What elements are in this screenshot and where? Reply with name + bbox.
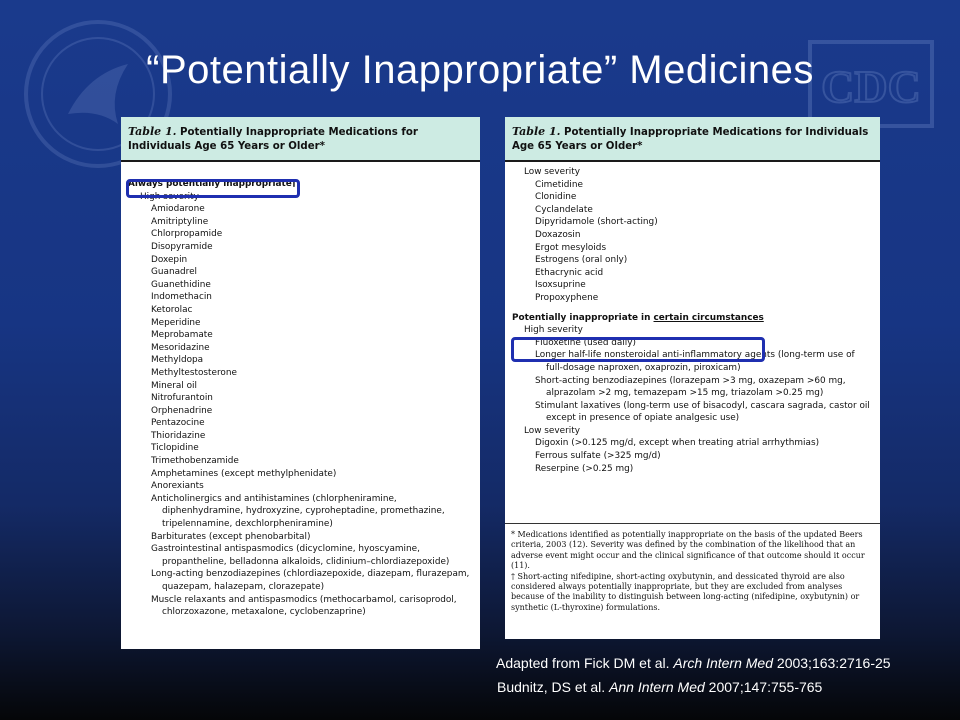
medication-item: Ketorolac [151,304,193,315]
medication-item: Orphenadrine [151,405,213,416]
table-title [128,125,473,154]
medication-item: Methyldopa [151,355,204,366]
medication-item: Guanadrel [151,267,198,278]
subheading-high-severity: High severity [140,191,199,202]
citation-budnitz [497,679,822,695]
table-number: Table 1. [128,125,177,138]
subheading-high-severity: High severity [524,325,583,336]
medication-item: Ferrous sulfate (>325 mg/d) [535,451,661,462]
medication-item: Ergot mesyloids [535,242,607,253]
highlight-box-certain-circumstances [511,337,765,362]
medication-item: Amiodarone [151,204,205,215]
medication-item: Dipyridamole (short-acting) [535,217,658,228]
medication-list [505,162,880,475]
table-title-text: Potentially Inappropriate Medications for Individuals Age 65 Years or Older* [128,127,418,152]
footnote-dagger: † Short-acting nifedipine, short-acting oxybutynin, and dessicated thyroid are also considered always potentially inappropriate, but they are excluded from analyses because of the inability to distinguish between long-acting (nifedipine, oxybutynin) or synthetic (L-thyroxine) formulations. [511,571,860,612]
table-excerpt-left [121,117,480,649]
section-heading-certain-circumstances [512,312,873,325]
section-heading-underlined: certain circumstances [653,312,764,323]
medication-item: Meperidine [151,317,201,328]
citation-budnitz-journal: Ann Intern Med [609,679,705,695]
medication-item: Muscle relaxants and antispasmodics (methocarbamol, carisoprodol, chlorzoxazone, metaxalone, cyclobenzaprine) [151,594,457,618]
medication-item: Disopyramide [151,241,213,252]
citation-budnitz-ref: 2007;147:755-765 [704,679,823,695]
medication-item: Gastrointestinal antispasmodics (dicyclomine, hyoscyamine, propantheline, belladonna alkaloids, clidinium–chlordiazepoxide) [151,544,450,567]
medication-item: Short-acting benzodiazepines (lorazepam >3 mg, oxazepam >60 mg, alprazolam >2 mg, temazepam >15 mg, triazolam >0.25 mg) [535,375,846,399]
medication-item: Meprobamate [151,330,213,341]
medication-item: Mesoridazine [151,342,210,353]
medication-item: Indomethacin [151,292,212,303]
medication-item: Propoxyphene [535,292,599,303]
citation-fick-authors: Adapted from Fick DM et al. [496,655,674,671]
section-heading-always: Always potentially inappropriate† [128,179,297,189]
medication-item: Methyltestosterone [151,367,237,378]
highlight-box-always [126,179,300,198]
table-header [505,117,880,162]
medication-item: Trimethobenzamide [151,456,239,467]
citation-fick [496,655,891,671]
medication-item: Digoxin (>0.125 mg/d, except when treating atrial arrhythmias) [535,438,820,449]
table-header [121,117,480,162]
medication-item: Anorexiants [151,481,204,492]
medication-list [121,162,480,619]
medication-item: Pentazocine [151,418,205,429]
medication-item: Chlorpropamide [151,229,223,240]
medication-item: Nitrofurantoin [151,393,213,404]
table-number: Table 1. [512,125,561,138]
medication-item: Fluoxetine (used daily) [535,337,636,348]
citation-fick-ref: 2003;163:2716-25 [773,655,891,671]
medication-item: Cyclandelate [535,204,593,215]
medication-item: Amphetamines (except methylphenidate) [151,468,337,479]
svg-text:CDC: CDC [821,61,921,112]
medication-item: Cimetidine [535,179,583,190]
medication-item: Doxepin [151,254,188,265]
table-excerpt-right [505,117,880,639]
citation-budnitz-authors: Budnitz, DS et al. [497,679,610,695]
medication-item: Doxazosin [535,229,581,240]
subheading-low-severity: Low severity [524,167,580,177]
table-title [512,125,873,154]
medication-item: Barbiturates (except phenobarbital) [151,531,311,542]
footnote-asterisk: * Medications identified as potentially inappropriate on the basis of the updated Beers criteria, 2003 (12). Severity was defined by the combination of the likelihood that an adverse event might occur and the clinical significance of that outcome should it occur (11). [511,530,865,571]
medication-item: Reserpine (>0.25 mg) [535,463,634,474]
medication-item: Long-acting benzodiazepines (chlordiazepoxide, diazepam, flurazepam, quazepam, halazepam, clorazepate) [151,569,470,592]
section-heading-prefix: Potentially inappropriate in [512,312,654,323]
medication-item: Thioridazine [151,430,206,441]
medication-item: Stimulant laxatives (long-term use of bisacodyl, cascara sagrada, castor oil except in presence of opiate analgesic use) [535,400,870,424]
table-footnotes [505,523,880,613]
medication-item: Estrogens (oral only) [535,255,628,266]
medication-item: Guanethidine [151,279,211,290]
slide-title: “Potentially Inappropriate” Medicines [146,48,814,92]
medication-item: Amitriptyline [151,216,209,227]
medication-item: Mineral oil [151,380,197,391]
subheading-low-severity-2: Low severity [524,425,580,436]
medication-item: Longer half-life nonsteroidal anti-inflammatory agents (long-term use of full-dosage naproxen, oxaprozin, piroxicam) [535,350,855,373]
medication-item: Isoxsuprine [535,280,586,291]
citation-fick-journal: Arch Intern Med [673,655,774,671]
medication-item: Anticholinergics and antihistamines (chlorpheniramine, diphenhydramine, hydroxyzine, cyproheptadine, promethazine, tripelennamine, dexchlorpheniramine) [151,493,445,530]
table-title-text: Potentially Inappropriate Medications for Individuals Age 65 Years or Older* [512,127,869,152]
medication-item: Clonidine [535,192,577,203]
medication-item: Ethacrynic acid [535,267,604,278]
medication-item: Ticlopidine [151,443,199,454]
